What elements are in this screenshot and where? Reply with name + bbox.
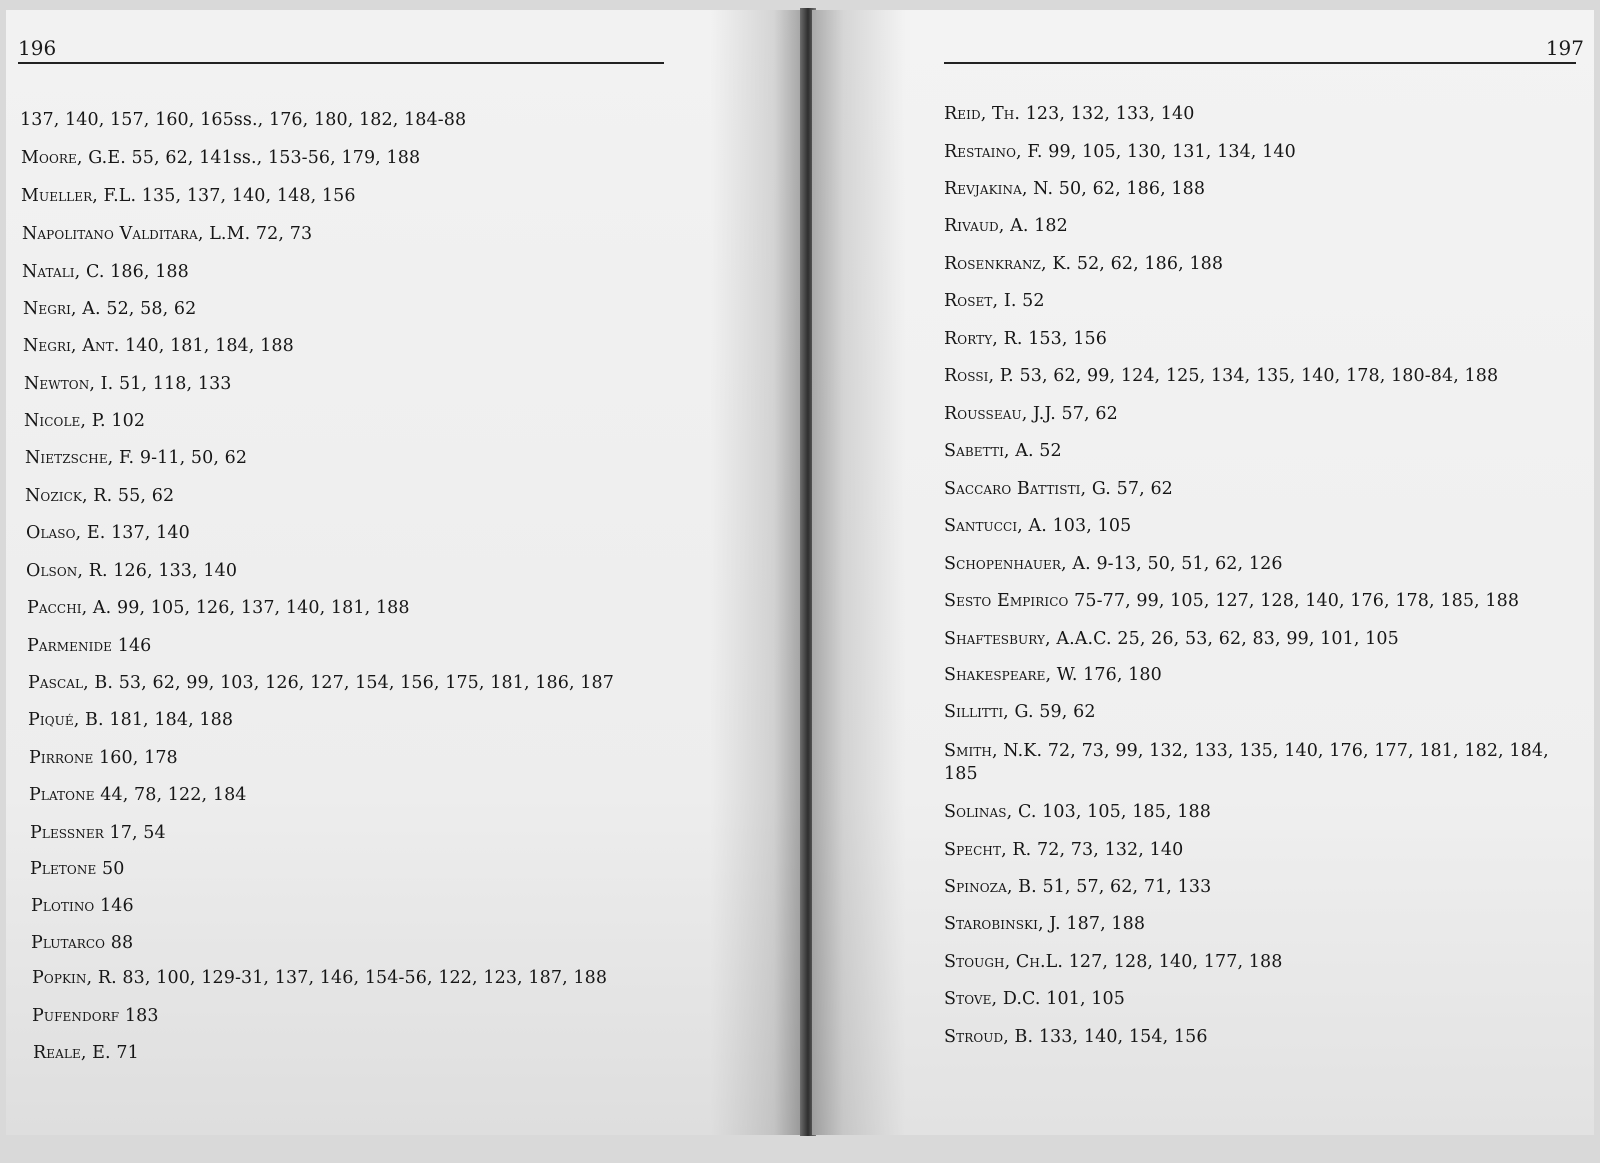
entry-name: Parmenide	[27, 636, 113, 656]
index-entry	[944, 802, 1211, 822]
index-entry	[944, 516, 1131, 536]
entry-refs: 52, 58, 62	[100, 299, 197, 319]
entry-refs: 187, 188	[1060, 914, 1146, 934]
entry-refs: 51, 118, 133	[113, 374, 232, 394]
entry-refs: 135, 137, 140, 148, 156	[136, 186, 356, 206]
entry-name: Stroud, B.	[944, 1027, 1034, 1047]
entry-name: Mueller, F.L.	[21, 186, 137, 206]
right-page	[812, 10, 1594, 1135]
entry-refs: 25, 26, 53, 62, 83, 99, 101, 105	[1111, 629, 1399, 649]
entry-name: Napolitano Valditara, L.M.	[22, 224, 251, 244]
entry-refs: 59, 62	[1033, 702, 1096, 722]
entry-name: Reale, E.	[33, 1043, 111, 1063]
entry-name: Reid, Th.	[944, 104, 1021, 124]
entry-name: Rossi, P.	[944, 366, 1014, 386]
index-entry	[944, 329, 1107, 349]
index-entry	[32, 1006, 159, 1026]
entry-refs: 153, 156	[1022, 329, 1107, 349]
entry-refs: 44, 78, 122, 184	[94, 785, 247, 805]
entry-refs: 137, 140	[105, 523, 190, 543]
entry-refs: 99, 105, 130, 131, 134, 140	[1042, 142, 1296, 162]
index-entry	[944, 591, 1519, 611]
entry-name: Popkin, R.	[32, 968, 117, 988]
header-rule	[944, 62, 1576, 64]
entry-refs: 71	[110, 1043, 139, 1063]
entry-name: Spinoza, B.	[944, 877, 1037, 897]
entry-name: Natali, C.	[22, 262, 105, 282]
entry-refs: 52, 62, 186, 188	[1071, 254, 1224, 274]
entry-name: Sillitti, G.	[944, 702, 1034, 722]
entry-name: Piqué, B.	[28, 710, 104, 730]
entry-refs: 75-77, 99, 105, 127, 128, 140, 176, 178, 185, 188	[1068, 591, 1520, 611]
entry-name: Plessner	[30, 823, 104, 843]
entry-name: Roset, I.	[944, 291, 1017, 311]
index-entry	[26, 523, 190, 543]
entry-refs: 126, 133, 140	[107, 561, 238, 581]
entry-refs: 181, 184, 188	[103, 710, 234, 730]
index-entry	[944, 216, 1068, 236]
entry-name: Nicole, P.	[24, 411, 106, 431]
entry-name: Pirrone	[29, 748, 94, 768]
entry-refs: 146	[112, 636, 152, 656]
index-entry	[944, 104, 1194, 124]
entry-name: Revjakina, N.	[944, 179, 1054, 199]
entry-refs: 183	[119, 1006, 159, 1026]
entry-name: Saccaro Battisti, G.	[944, 479, 1111, 499]
entry-refs: 51, 57, 62, 71, 133	[1036, 877, 1212, 897]
entry-refs: 127, 128, 140, 177, 188	[1063, 952, 1283, 972]
index-entry	[22, 224, 312, 244]
entry-refs: 102	[105, 411, 146, 431]
entry-name: Shakespeare, W.	[944, 665, 1078, 685]
index-entry	[24, 374, 232, 394]
entry-name: Specht, R.	[944, 840, 1032, 860]
entry-name: Stove, D.C.	[944, 989, 1041, 1009]
index-entry	[944, 179, 1205, 199]
entry-refs: 52	[1033, 441, 1062, 461]
index-entry	[23, 336, 294, 356]
entry-name: Nozick, R.	[25, 486, 113, 506]
entry-name: Rorty, R.	[944, 329, 1023, 349]
index-entry	[23, 299, 196, 319]
index-entry	[27, 636, 151, 656]
index-entry	[944, 702, 1096, 722]
entry-refs: 101, 105	[1040, 989, 1125, 1009]
entry-name: Shaftesbury, A.A.C.	[944, 629, 1112, 649]
index-entry	[29, 785, 247, 805]
entry-name: Nietzsche, F.	[25, 448, 135, 468]
index-entry	[27, 598, 410, 618]
entry-refs: 133, 140, 154, 156	[1033, 1027, 1208, 1047]
entry-name: Schopenhauer, A.	[944, 554, 1091, 574]
index-entry	[944, 952, 1283, 972]
entry-refs: 17, 54	[103, 823, 166, 843]
entry-refs: 72, 73, 99, 132, 133, 135, 140, 176, 177, 181, 182, 184, 185	[944, 741, 1549, 784]
entry-name: Pufendorf	[32, 1006, 120, 1026]
entry-refs: 50, 62, 186, 188	[1053, 179, 1206, 199]
index-entry	[24, 411, 145, 431]
entry-refs: 103, 105, 185, 188	[1036, 802, 1211, 822]
entry-name: Newton, I.	[24, 374, 114, 394]
entry-name: Smith, N.K.	[944, 741, 1043, 761]
index-entry	[28, 710, 233, 730]
entry-name: Plotino	[31, 896, 95, 916]
entry-refs: 52	[1016, 291, 1045, 311]
entry-refs: 57, 62	[1110, 479, 1173, 499]
entry-refs: 140, 181, 184, 188	[119, 336, 294, 356]
entry-refs: 88	[105, 933, 134, 953]
index-entry	[944, 840, 1183, 860]
index-entry	[944, 740, 1584, 786]
entry-name: Pascal, B.	[28, 673, 114, 693]
entry-refs: 9-13, 50, 51, 62, 126	[1090, 554, 1283, 574]
entry-name: Olaso, E.	[26, 523, 106, 543]
index-entry	[944, 142, 1296, 162]
index-entry	[21, 186, 356, 206]
header-rule	[18, 62, 664, 64]
entry-name: Pacchi, A.	[27, 598, 112, 618]
entry-name: Solinas, C.	[944, 802, 1037, 822]
index-entry	[944, 554, 1283, 574]
page-number: 197	[1545, 36, 1584, 60]
index-entry	[21, 148, 420, 168]
index-entry	[944, 914, 1145, 934]
entry-name: Negri, Ant.	[23, 336, 120, 356]
entry-refs: 103, 105	[1046, 516, 1132, 536]
index-entry	[944, 629, 1399, 649]
entry-name: Stough, Ch.L.	[944, 952, 1064, 972]
entry-refs: 72, 73	[250, 224, 313, 244]
entry-name: Moore, G.E.	[21, 148, 126, 168]
entry-refs: 55, 62	[112, 486, 175, 506]
entry-refs: 72, 73, 132, 140	[1031, 840, 1184, 860]
entry-name: Starobinski, J.	[944, 914, 1061, 934]
entry-name: Rousseau, J.J.	[944, 404, 1056, 424]
entry-refs: 182	[1028, 216, 1068, 236]
index-entry	[944, 479, 1173, 499]
index-entry	[944, 665, 1162, 685]
entry-refs: 50	[96, 859, 125, 879]
index-entry	[944, 404, 1118, 424]
index-entry	[22, 262, 189, 282]
index-entry	[944, 877, 1211, 897]
entry-name: Platone	[29, 785, 95, 805]
entry-refs: 9-11, 50, 62	[134, 448, 248, 468]
entry-name: Rivaud, A.	[944, 216, 1029, 236]
index-entry	[25, 448, 247, 468]
index-entry	[26, 561, 237, 581]
index-entry	[944, 989, 1125, 1009]
index-entry	[944, 441, 1062, 461]
left-page	[6, 10, 806, 1135]
index-entry	[31, 933, 133, 953]
index-entry	[20, 110, 466, 130]
entry-refs: 160, 178	[93, 748, 178, 768]
entry-name: Olson, R.	[26, 561, 108, 581]
index-entry	[29, 748, 178, 768]
entry-name: Restaino, F.	[944, 142, 1043, 162]
entry-name: Negri, A.	[23, 299, 101, 319]
entry-name: Plutarco	[31, 933, 106, 953]
entry-refs: 83, 100, 129-31, 137, 146, 154-56, 122, 123, 187, 188	[116, 968, 608, 988]
entry-name: Sesto Empirico	[944, 591, 1069, 611]
page-number: 196	[18, 36, 57, 60]
entry-name: Rosenkranz, K.	[944, 254, 1072, 274]
index-entry	[33, 1043, 139, 1063]
index-entry	[25, 486, 174, 506]
index-entry	[30, 823, 166, 843]
entry-refs: 186, 188	[104, 262, 189, 282]
entry-name: Pletone	[30, 859, 97, 879]
entry-refs: 99, 105, 126, 137, 140, 181, 188	[111, 598, 410, 618]
entry-refs: 146	[94, 896, 134, 916]
entry-refs: 57, 62	[1055, 404, 1118, 424]
index-entry	[944, 366, 1498, 386]
entry-refs: 53, 62, 99, 103, 126, 127, 154, 156, 175, 181, 186, 187	[113, 673, 614, 693]
index-entry	[944, 291, 1045, 311]
entry-refs: 53, 62, 99, 124, 125, 134, 135, 140, 178, 180-84, 188	[1013, 366, 1499, 386]
index-entry	[944, 1027, 1208, 1047]
index-entry	[32, 968, 607, 988]
index-entry	[28, 673, 614, 693]
index-entry	[31, 896, 134, 916]
entry-refs: 176, 180	[1077, 665, 1162, 685]
entry-name: Santucci, A.	[944, 516, 1047, 536]
entry-refs: 123, 132, 133, 140	[1020, 104, 1195, 124]
index-entry	[944, 254, 1223, 274]
entry-name: Sabetti, A.	[944, 441, 1034, 461]
entry-refs: 137, 140, 157, 160, 165ss., 176, 180, 182, 184-88	[20, 110, 467, 130]
index-entry	[30, 859, 124, 879]
entry-refs: 55, 62, 141ss., 153-56, 179, 188	[125, 148, 421, 168]
